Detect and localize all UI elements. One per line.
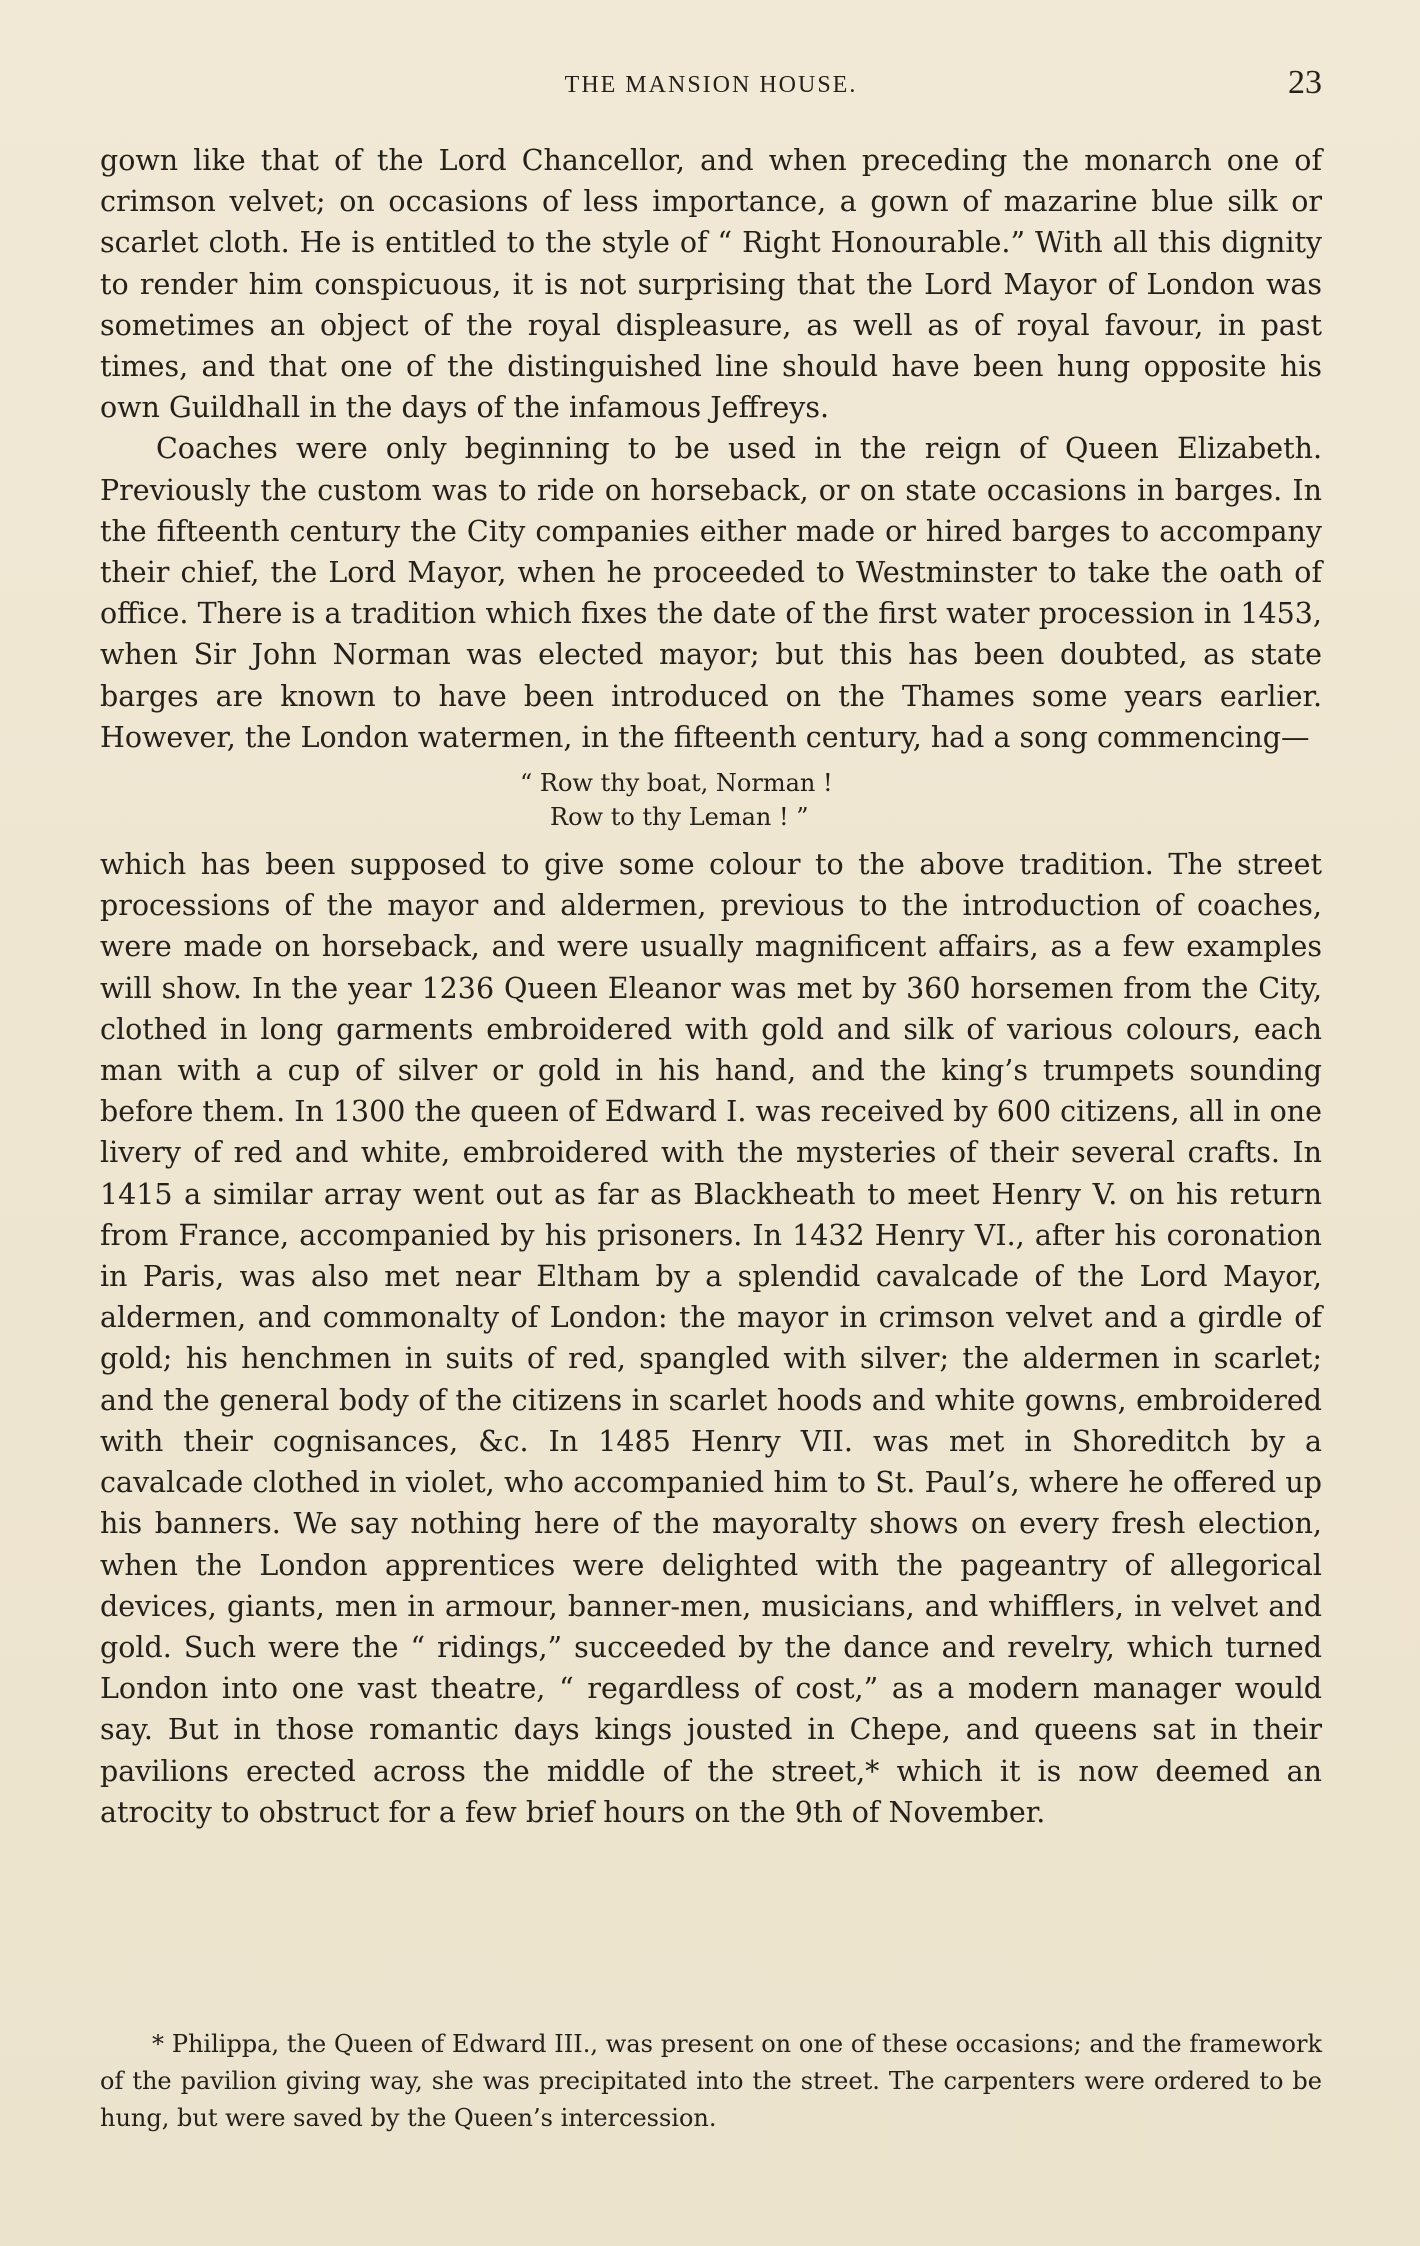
page-header [100,62,1322,112]
watermen-song [520,766,1322,834]
footnote-marker: * [152,2030,164,2058]
song-line-1: “ Row thy boat, Norman ! [520,769,833,798]
page-number: 23 [1288,64,1322,101]
paragraph-2: Coaches were only beginning to be used in the reign of Queen Elizabeth. Previously the custom was to ride on horseback, or on state occasions in barges. In the fifteenth century the City companies either made or hired barges to accompany their chief, the Lord Mayor, when he proceeded to Westminster to take the oath of office. There is a tradition which fixes the date of the first water procession in 1453, when Sir John Norman was elected mayor; but this has been doubted, as state barges are known to have been introduced on the Thames some years earlier. However, the London watermen, in the fifteenth century, had a song commencing— [100,432,1322,754]
paragraph-1: gown like that of the Lord Chancellor, and when preceding the monarch one of crimson velvet; on occasions of less importance, a gown of mazarine blue silk or scarlet cloth. He is entitled to the style of “ Right Honourable.” With all this dignity to render him conspicuous, it is not surprising that the Lord Mayor of London was sometimes an object of the royal displeasure, as well as of royal favour, in past times, and that one of the distinguished line should have been hung opposite his own Guildhall in the days of the infamous Jeffreys. [100,144,1322,425]
paragraph-3: which has been supposed to give some colour to the above tradition. The street processions of the mayor and aldermen, previous to the introduction of coaches, were made on horseback, and were usually magnificent affairs, as a few examples will show. In the year 1236 Queen Eleanor was met by 360 horsemen from the City, clothed in long garments embroidered with gold and silk of various colours, each man with a cup of silver or gold in his hand, and the king’s trumpets sounding before them. In 1300 the queen of Edward I. was received by 600 citizens, all in one livery of red and white, embroidered with the mysteries of their several crafts. In 1415 a similar array went out as far as Blackheath to meet Henry V. on his return from France, accompanied by his prisoners. In 1432 Henry VI., after his coronation in Paris, was also met near Eltham by a splendid cavalcade of the Lord Mayor, aldermen, and commonalty of London: the mayor in crimson velvet and a girdle of gold; his henchmen in suits of red, spangled with silver; the aldermen in scarlet; and the general body of the citizens in scarlet hoods and white gowns, embroidered with their cognisances, &c. In 1485 Henry VII. was met in Shoreditch by a cavalcade clothed in violet, who accompanied him to St. Paul’s, where he offered up his banners. We say nothing here of the mayoralty shows on every fresh election, when the London apprentices were delighted with the pageantry of allegorical devices, giants, men in armour, banner-men, musicians, and whifflers, in velvet and gold. Such were the “ ridings,” succeeded by the dance and revelry, which turned London into one vast theatre, “ regardless of cost,” as a modern manager would say. But in those romantic days kings jousted in Chepe, and queens sat in their pavilions erected across the middle of the street,* which it is now deemed an atrocity to obstruct for a few brief hours on the 9th of November. [100,848,1322,1829]
footnote [100,2026,1322,2137]
song-line-2: Row to thy Leman ! ” [550,803,809,832]
main-text [100,140,1322,1833]
footnote-text: Philippa, the Queen of Edward III., was present on one of these occasions; and the framework of the pavilion giving way, she was precipitated into the street. The carpenters were ordered to be hung, but were saved by the Queen’s intercession. [100,2030,1323,2132]
running-title: THE MANSION HOUSE. [564,72,858,98]
